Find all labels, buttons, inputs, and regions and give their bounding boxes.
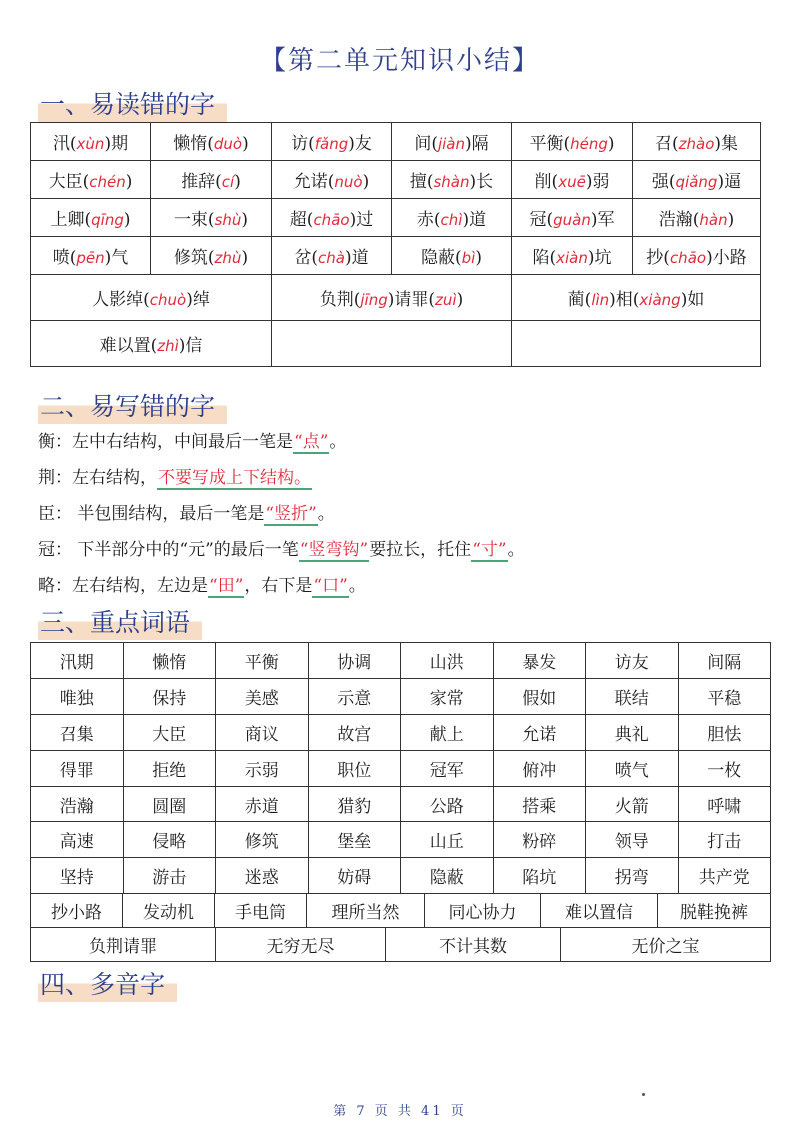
- pinyin-cell: [392, 199, 512, 237]
- pinyin-text: nuò: [334, 173, 363, 191]
- word-cell: 同心协力: [425, 894, 541, 928]
- word-text: 隐蔽(: [421, 248, 462, 268]
- word-text: 人影绰(: [92, 290, 150, 310]
- pinyin-text: zhào: [678, 135, 715, 153]
- pinyin-cell: [151, 161, 272, 199]
- note-text: 左右结构，左边是: [72, 576, 208, 596]
- note-text: 下半部分中的“元”的最后一笔: [72, 540, 299, 560]
- note-text: ，右下是: [244, 576, 313, 596]
- word-text: 汛(: [52, 134, 77, 154]
- word-text: ): [475, 248, 482, 268]
- word-cell: 商议: [216, 714, 309, 750]
- section-heading-polyphones: 四、多音字: [38, 968, 177, 1002]
- pinyin-cell: [31, 123, 151, 161]
- note-text: 。: [329, 432, 347, 452]
- word-cell: 献上: [401, 714, 494, 750]
- pinyin-text: bì: [461, 249, 476, 267]
- section-heading-key-words: 三、重点词语: [38, 606, 202, 640]
- word-cell: 喷气: [586, 750, 679, 786]
- error-note-line: [38, 499, 768, 529]
- pinyin-text: chuò: [149, 291, 187, 309]
- idiom-cell: 负荆请罪: [31, 928, 216, 962]
- pinyin-cell: [512, 161, 633, 199]
- word-text: 抄(: [646, 248, 670, 268]
- highlighted-note: “竖折”: [265, 504, 317, 524]
- word-text: )军: [590, 210, 615, 230]
- key-words-table: [30, 642, 771, 894]
- pinyin-text: chà: [318, 249, 345, 267]
- word-text: 间(: [414, 134, 438, 154]
- word-text: )期: [104, 134, 129, 154]
- pinyin-text: xuē: [558, 173, 586, 191]
- word-text: 擅(: [409, 172, 434, 192]
- word-text: ): [234, 172, 241, 192]
- pinyin-cell: [151, 123, 272, 161]
- pinyin-text: qīng: [91, 211, 124, 229]
- word-text: )道: [462, 210, 487, 230]
- pinyin-cell: [31, 275, 272, 321]
- word-cell: 唯独: [31, 678, 124, 714]
- pinyin-text: xiàng: [639, 291, 681, 309]
- error-note-line: [38, 571, 768, 601]
- word-cell: 职位: [308, 750, 401, 786]
- word-cell: 汛期: [31, 643, 124, 679]
- idiom-cell: 无价之宝: [561, 928, 771, 962]
- pinyin-cell: [633, 199, 761, 237]
- word-text: 浩瀚(: [658, 210, 700, 230]
- word-cell: 美感: [216, 678, 309, 714]
- note-text: 。: [348, 576, 366, 596]
- section-heading-miswritten: 二、易写错的字: [38, 390, 227, 424]
- target-character: 荆：: [38, 468, 72, 488]
- pinyin-cell: [151, 199, 272, 237]
- word-cell: 公路: [401, 786, 494, 822]
- highlighted-note: “田”: [209, 576, 244, 596]
- word-cell: 协调: [308, 643, 401, 679]
- word-text: 上卿(: [50, 210, 92, 230]
- page-title: 【第二单元知识小结】: [259, 46, 540, 76]
- pinyin-text: hàn: [699, 211, 728, 229]
- word-cell: 脱鞋挽裤: [658, 894, 771, 928]
- word-text: )坑: [587, 248, 612, 268]
- pinyin-text: qiǎng: [675, 173, 718, 191]
- word-text: 强(: [651, 172, 676, 192]
- pinyin-cell: [31, 321, 272, 367]
- word-text: 陷(: [532, 248, 557, 268]
- word-text: ): [456, 290, 464, 310]
- word-text: ): [241, 210, 249, 230]
- word-text: )过: [349, 210, 374, 230]
- word-text: )如: [680, 290, 705, 310]
- word-cell: 赤道: [216, 786, 309, 822]
- key-words-table-row4: [30, 927, 771, 962]
- pinyin-cell: [31, 161, 151, 199]
- word-cell: 暴发: [493, 643, 586, 679]
- pinyin-cell: [512, 237, 633, 275]
- word-text: 喷(: [52, 248, 77, 268]
- pinyin-text: jīng: [360, 291, 388, 309]
- word-cell: 抄小路: [31, 894, 123, 928]
- word-cell: 访友: [586, 643, 679, 679]
- word-text: )长: [469, 172, 494, 192]
- idiom-cell: 不计其数: [386, 928, 561, 962]
- section-heading-misread: 一、易读错的字: [38, 88, 227, 122]
- word-text: 削(: [534, 172, 559, 192]
- pinyin-text: héng: [570, 135, 608, 153]
- word-cell: 拐弯: [586, 858, 679, 894]
- word-cell: 火箭: [586, 786, 679, 822]
- pinyin-cell: [272, 199, 392, 237]
- note-text: 要拉长，托住: [369, 540, 472, 560]
- word-text: 推辞(: [181, 172, 222, 192]
- word-text: )道: [344, 248, 369, 268]
- word-text: 赤(: [416, 210, 441, 230]
- pinyin-cell: [633, 237, 761, 275]
- word-cell: 懒惰: [123, 643, 216, 679]
- word-cell: 浩瀚: [31, 786, 124, 822]
- word-cell: 坚持: [31, 858, 124, 894]
- word-text: 冠(: [529, 210, 554, 230]
- word-cell: 召集: [31, 714, 124, 750]
- note-text: 左中右结构，中间最后一笔是: [72, 432, 293, 452]
- word-text: 岔(: [294, 248, 319, 268]
- word-cell: 一枚: [678, 750, 771, 786]
- pinyin-cell: [272, 123, 392, 161]
- pinyin-text: fǎng: [314, 135, 349, 153]
- highlighted-note: 不要写成上下结构。: [158, 468, 311, 488]
- word-text: ): [123, 210, 131, 230]
- key-words-table-row7: [30, 893, 771, 928]
- note-text: 。: [507, 540, 525, 560]
- word-text: ): [125, 172, 133, 192]
- pinyin-text: zhù: [214, 249, 242, 267]
- word-cell: 发动机: [123, 894, 215, 928]
- pinyin-text: jiàn: [437, 135, 466, 153]
- word-cell: 保持: [123, 678, 216, 714]
- word-text: )请罪(: [387, 290, 436, 310]
- word-cell: 假如: [493, 678, 586, 714]
- target-character: 略：: [38, 576, 72, 596]
- pinyin-text: shù: [214, 211, 242, 229]
- pinyin-cell: [272, 237, 392, 275]
- word-text: 超(: [289, 210, 314, 230]
- pinyin-text: chén: [89, 173, 126, 191]
- word-cell: 平衡: [216, 643, 309, 679]
- word-cell: 大臣: [123, 714, 216, 750]
- word-cell: 侵略: [123, 822, 216, 858]
- idiom-cell: 无穷无尽: [216, 928, 386, 962]
- word-text: )绰: [186, 290, 210, 310]
- word-text: )气: [104, 248, 129, 268]
- note-text: 左右结构，: [72, 468, 157, 488]
- word-cell: 高速: [31, 822, 124, 858]
- target-character: 臣：: [38, 504, 72, 524]
- word-text: 修筑(: [173, 248, 215, 268]
- pinyin-cell: [31, 237, 151, 275]
- target-character: 冠：: [38, 540, 72, 560]
- word-cell: 手电筒: [215, 894, 307, 928]
- pinyin-text: cí: [221, 173, 235, 191]
- word-text: )集: [714, 134, 739, 154]
- pinyin-text: chāo: [313, 211, 350, 229]
- word-cell: 拒绝: [123, 750, 216, 786]
- pinyin-cell: [512, 199, 633, 237]
- word-cell: 领导: [586, 822, 679, 858]
- word-cell: 胆怯: [678, 714, 771, 750]
- pinyin-cell: [633, 161, 761, 199]
- page-number: 第 7 页 共 41 页: [333, 1104, 467, 1119]
- word-cell: 粉碎: [493, 822, 586, 858]
- word-cell: 堡垒: [308, 822, 401, 858]
- word-cell: 猎豹: [308, 786, 401, 822]
- word-text: )信: [178, 336, 203, 356]
- word-cell: 修筑: [216, 822, 309, 858]
- pinyin-cell: [272, 161, 392, 199]
- word-cell: 联结: [586, 678, 679, 714]
- word-cell: 典礼: [586, 714, 679, 750]
- word-text: ): [241, 248, 249, 268]
- word-text: ): [607, 134, 615, 154]
- note-text: 半包围结构，最后一笔是: [72, 504, 265, 524]
- empty-cell: [512, 321, 761, 367]
- word-text: 一束(: [173, 210, 215, 230]
- word-text: 负荆(: [319, 290, 361, 310]
- word-cell: 俯冲: [493, 750, 586, 786]
- word-cell: 山洪: [401, 643, 494, 679]
- pinyin-cell: [392, 237, 512, 275]
- word-cell: 故宫: [308, 714, 401, 750]
- word-cell: 间隔: [678, 643, 771, 679]
- pinyin-text: xùn: [76, 135, 105, 153]
- target-character: 衡：: [38, 432, 72, 452]
- word-text: ): [727, 210, 735, 230]
- pinyin-text: lìn: [591, 291, 610, 309]
- word-text: 访(: [291, 134, 315, 154]
- pinyin-cell: [392, 123, 512, 161]
- pinyin-text: chāo: [669, 249, 707, 267]
- word-cell: 共产党: [678, 858, 771, 894]
- pinyin-cell: [392, 161, 512, 199]
- word-cell: 陷坑: [493, 858, 586, 894]
- word-text: )隔: [465, 134, 489, 154]
- word-text: ): [362, 172, 370, 192]
- word-cell: 搭乘: [493, 786, 586, 822]
- error-note-line: [38, 427, 768, 457]
- pinyin-cell: [512, 275, 761, 321]
- word-text: 平衡(: [529, 134, 571, 154]
- pinyin-text: guàn: [553, 211, 591, 229]
- word-text: ): [242, 134, 249, 154]
- error-note-line: [38, 535, 768, 565]
- word-cell: 示弱: [216, 750, 309, 786]
- word-cell: 理所当然: [307, 894, 425, 928]
- pinyin-cell: [633, 123, 761, 161]
- word-cell: 示意: [308, 678, 401, 714]
- word-cell: 难以置信: [541, 894, 658, 928]
- word-cell: 隐蔽: [401, 858, 494, 894]
- pinyin-text: zhì: [157, 337, 179, 355]
- pinyin-cell: [31, 199, 151, 237]
- highlighted-note: “寸”: [472, 540, 507, 560]
- error-note-line: [38, 463, 768, 493]
- word-cell: 山丘: [401, 822, 494, 858]
- highlighted-note: “竖弯钩”: [299, 540, 369, 560]
- pinyin-cell: [512, 123, 633, 161]
- word-text: )弱: [585, 172, 610, 192]
- pinyin-text: zuì: [435, 291, 457, 309]
- pinyin-text: duò: [213, 135, 243, 153]
- word-text: 懒惰(: [173, 134, 214, 154]
- word-cell: 迷惑: [216, 858, 309, 894]
- word-text: )相(: [609, 290, 640, 310]
- word-text: 允诺(: [293, 172, 335, 192]
- scan-dot: [642, 1093, 645, 1096]
- word-cell: 呼啸: [678, 786, 771, 822]
- pinyin-cell: [151, 237, 272, 275]
- pinyin-cell: [272, 275, 512, 321]
- word-text: )友: [348, 134, 372, 154]
- word-cell: 妨碍: [308, 858, 401, 894]
- word-text: 难以置(: [99, 336, 158, 356]
- word-text: 大臣(: [48, 172, 90, 192]
- word-cell: 平稳: [678, 678, 771, 714]
- note-text: 。: [317, 504, 335, 524]
- word-text: 蔺(: [567, 290, 592, 310]
- word-cell: 游击: [123, 858, 216, 894]
- word-cell: 冠军: [401, 750, 494, 786]
- pinyin-text: shàn: [433, 173, 470, 191]
- word-cell: 打击: [678, 822, 771, 858]
- word-cell: 家常: [401, 678, 494, 714]
- pinyin-text: chì: [440, 211, 463, 229]
- word-cell: 允诺: [493, 714, 586, 750]
- misread-characters-table: [30, 122, 761, 367]
- pinyin-text: pēn: [76, 249, 105, 267]
- highlighted-note: “点”: [294, 432, 329, 452]
- word-text: )逼: [717, 172, 742, 192]
- pinyin-text: xiàn: [556, 249, 588, 267]
- word-cell: 圆圈: [123, 786, 216, 822]
- word-cell: 得罪: [31, 750, 124, 786]
- highlighted-note: “口”: [313, 576, 348, 596]
- empty-cell: [272, 321, 512, 367]
- word-text: 召(: [654, 134, 679, 154]
- word-text: )小路: [706, 248, 747, 268]
